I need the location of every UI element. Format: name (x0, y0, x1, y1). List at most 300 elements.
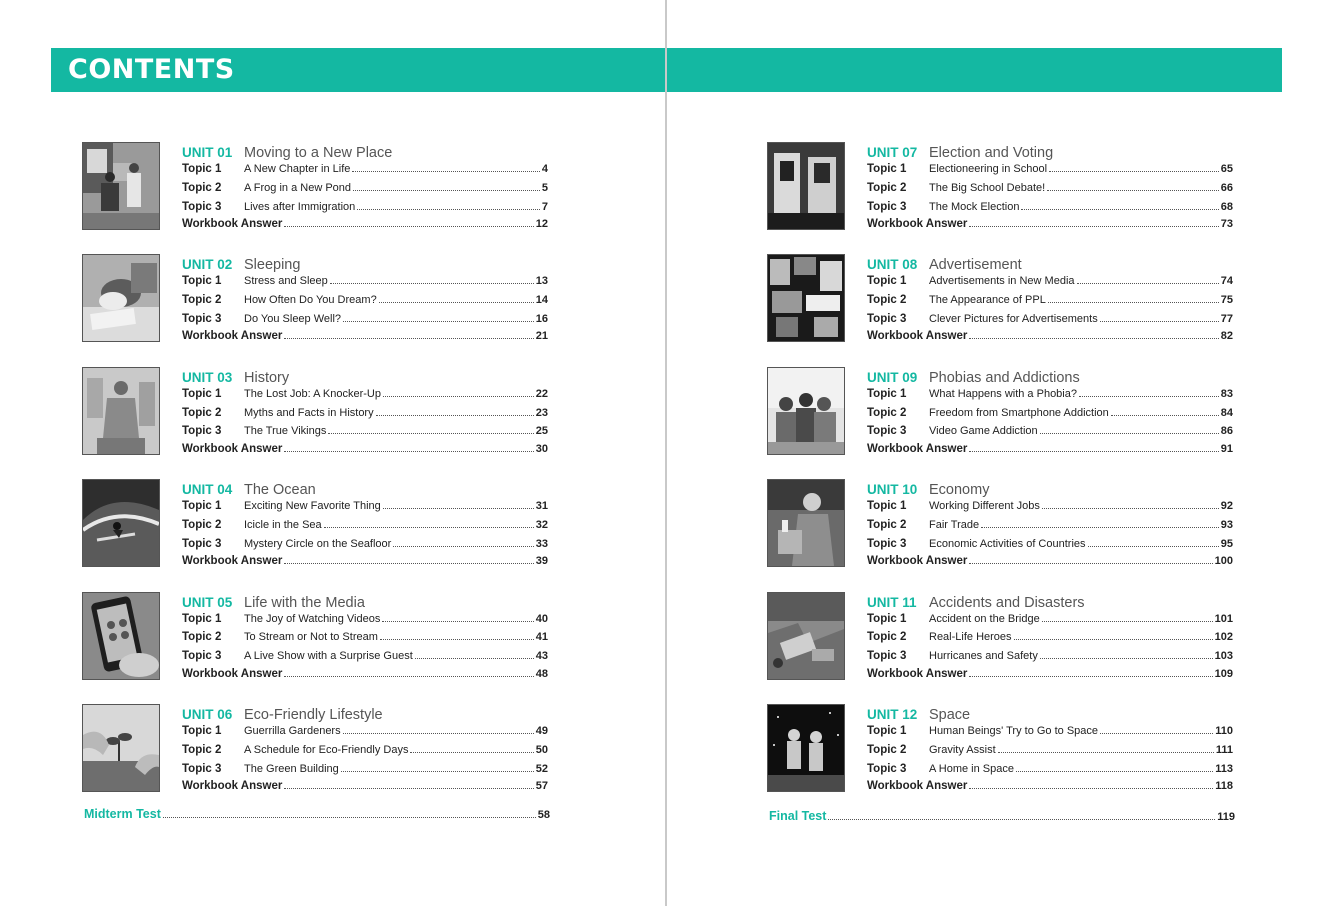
topic-label: Topic 3 (182, 762, 222, 775)
unit-thumbnail (82, 367, 160, 455)
topic-row[interactable] (867, 648, 1233, 664)
leader-dots (1014, 639, 1213, 640)
workbook-answer-row[interactable] (867, 666, 1233, 682)
leader-dots (353, 190, 540, 191)
topic-label: Topic 3 (867, 650, 907, 663)
leader-dots (330, 283, 534, 284)
page-number: 13 (535, 275, 548, 288)
leader-dots (357, 209, 540, 210)
photo-planting-seedling (83, 705, 159, 791)
page-number: 49 (535, 725, 548, 737)
leader-dots (1048, 302, 1219, 303)
topic-row[interactable] (182, 742, 548, 758)
leader-dots (1077, 283, 1219, 284)
unit-block-03 (82, 367, 552, 459)
topic-title: What Happens with a Phobia? (929, 387, 1077, 400)
topic-title: Guerrilla Gardeners (244, 725, 341, 737)
page-number: 93 (1220, 518, 1233, 531)
topic-label: Topic 3 (867, 762, 907, 775)
unit-title: Moving to a New Place (244, 145, 393, 161)
workbook-label: Workbook Answer (867, 555, 968, 568)
topic-label: Topic 3 (867, 425, 907, 438)
workbook-answer-row[interactable] (182, 553, 548, 569)
leader-dots (380, 639, 534, 640)
unit-number: UNIT 01 (182, 145, 233, 160)
page-number: 84 (1220, 406, 1233, 419)
leader-dots (1100, 321, 1219, 322)
workbook-label: Workbook Answer (867, 330, 968, 343)
topic-label: Topic 1 (182, 275, 222, 288)
unit-block-07 (767, 142, 1237, 234)
topic-title: The True Vikings (244, 425, 327, 438)
page-number: 12 (535, 218, 548, 230)
photo-billboards (768, 255, 844, 341)
page-number: 86 (1220, 425, 1233, 438)
topic-title: Video Game Addiction (929, 425, 1038, 438)
topic-title: The Appearance of PPL (929, 294, 1046, 307)
topic-label: Topic 2 (182, 631, 222, 644)
page-number: 77 (1220, 312, 1233, 325)
topic-title: Accident on the Bridge (929, 612, 1040, 625)
page-number: 30 (535, 442, 548, 455)
page-number: 33 (535, 537, 548, 550)
workbook-answer-row[interactable] (182, 778, 548, 794)
unit-number: UNIT 04 (182, 482, 233, 498)
topic-row[interactable] (867, 311, 1233, 327)
topic-row[interactable] (867, 405, 1233, 421)
photo-sleeping-student (83, 255, 159, 341)
topic-title: A Live Show with a Surprise Guest (244, 650, 413, 663)
leader-dots (969, 451, 1218, 452)
unit-thumbnail (767, 479, 845, 567)
topic-label: Topic 1 (182, 387, 222, 400)
topic-label: Topic 2 (867, 743, 907, 756)
topic-title: Real-Life Heroes (929, 631, 1012, 644)
leader-dots (284, 338, 533, 339)
page-number: 100 (1214, 555, 1233, 568)
topic-row[interactable] (867, 161, 1233, 177)
topic-label: Topic 3 (867, 200, 907, 213)
page-number: 66 (1220, 181, 1233, 194)
page-number: 111 (1215, 743, 1233, 756)
topic-title: A Home in Space (929, 762, 1014, 775)
leader-dots (343, 321, 534, 322)
topic-title: Freedom from Smartphone Addiction (929, 406, 1109, 419)
topic-title: The Big School Debate! (929, 181, 1046, 194)
page-number: 82 (1220, 330, 1233, 343)
unit-heading[interactable] (867, 480, 989, 498)
unit-heading[interactable] (182, 368, 289, 386)
leader-dots (969, 563, 1212, 564)
unit-thumbnail (82, 479, 160, 567)
workbook-label: Workbook Answer (867, 218, 968, 230)
unit-heading[interactable] (867, 255, 1022, 273)
leader-dots (969, 226, 1218, 227)
topic-label: Topic 2 (182, 181, 222, 194)
workbook-answer-row[interactable] (182, 328, 548, 344)
leader-dots (1040, 433, 1219, 434)
page-number: 83 (1220, 387, 1233, 400)
unit-title: History (244, 369, 290, 386)
unit-number: UNIT 07 (867, 145, 918, 160)
workbook-label: Workbook Answer (182, 555, 283, 568)
photo-smartphone (83, 593, 159, 679)
photo-moving-boxes (83, 143, 159, 229)
photo-astronauts (768, 705, 844, 791)
workbook-answer-row[interactable] (867, 553, 1233, 569)
unit-title: Sleeping (244, 257, 301, 274)
topic-title: Fair Trade (929, 518, 980, 531)
topic-label: Topic 1 (867, 725, 907, 737)
topic-title: Myths and Facts in History (244, 406, 374, 419)
leader-dots (1049, 171, 1219, 172)
topic-row[interactable] (182, 423, 548, 439)
page-number: 41 (535, 631, 548, 644)
unit-thumbnail (767, 142, 845, 230)
unit-block-11 (767, 592, 1237, 684)
unit-thumbnail (82, 704, 160, 792)
topic-label: Topic 2 (867, 406, 907, 419)
topic-title: Economic Activities of Countries (929, 537, 1086, 550)
topic-label: Topic 3 (182, 312, 222, 325)
workbook-label: Workbook Answer (182, 330, 283, 343)
page-number: 39 (535, 555, 548, 568)
topic-row[interactable] (182, 161, 548, 177)
workbook-label: Workbook Answer (182, 667, 283, 680)
page-number: 22 (535, 387, 548, 400)
unit-thumbnail (767, 367, 845, 455)
unit-block-09 (767, 367, 1237, 459)
leader-dots (1042, 508, 1219, 509)
photo-teens-phones (768, 368, 844, 454)
final-test-label: Final Test (769, 809, 827, 823)
workbook-label: Workbook Answer (182, 218, 283, 230)
leader-dots (981, 527, 1219, 528)
topic-row[interactable] (182, 292, 548, 308)
unit-number: UNIT 11 (867, 594, 917, 610)
topic-row[interactable] (182, 517, 548, 533)
topic-title: Gravity Assist (929, 743, 996, 756)
unit-number: UNIT 08 (867, 257, 918, 273)
page-number: 68 (1220, 200, 1233, 213)
topic-row[interactable] (867, 742, 1233, 758)
unit-number: UNIT 03 (182, 369, 233, 385)
topic-label: Topic 3 (182, 425, 222, 438)
leader-dots (998, 752, 1214, 753)
leader-dots (341, 771, 534, 772)
leader-dots (284, 451, 533, 452)
leader-dots (1042, 621, 1213, 622)
topic-label: Topic 2 (182, 294, 222, 307)
page-number: 48 (535, 667, 548, 680)
unit-number: UNIT 09 (867, 369, 918, 385)
topic-row[interactable] (867, 292, 1233, 308)
unit-title: Phobias and Addictions (929, 369, 1080, 386)
unit-thumbnail (767, 704, 845, 792)
topic-label: Topic 1 (867, 275, 907, 288)
topic-title: Electioneering in School (929, 163, 1048, 175)
unit-block-10 (767, 479, 1237, 571)
topic-title: Clever Pictures for Advertisements (929, 312, 1098, 325)
leader-dots (328, 433, 533, 434)
page-number: 32 (535, 518, 548, 531)
topic-label: Topic 2 (867, 181, 907, 194)
page-number: 52 (535, 762, 548, 775)
midterm-test-page: 58 (537, 809, 550, 821)
topic-row[interactable] (182, 180, 548, 196)
topic-row[interactable] (867, 761, 1233, 777)
topic-row[interactable] (867, 423, 1233, 439)
page-number: 25 (535, 425, 548, 438)
topic-row[interactable] (867, 517, 1233, 533)
unit-block-01 (82, 142, 552, 234)
final-test-page: 119 (1217, 811, 1235, 823)
unit-thumbnail (82, 592, 160, 680)
page-number: 118 (1215, 780, 1233, 792)
leader-dots (352, 171, 539, 172)
page-number: 102 (1214, 631, 1233, 644)
workbook-label: Workbook Answer (867, 442, 968, 455)
topic-row[interactable] (867, 199, 1233, 215)
workbook-answer-row[interactable] (182, 666, 548, 682)
unit-title: Life with the Media (244, 594, 365, 611)
leader-dots (284, 676, 533, 677)
leader-dots (1047, 190, 1219, 191)
leader-dots (343, 733, 534, 734)
illustration-statue (83, 368, 159, 454)
leader-dots (163, 817, 536, 818)
leader-dots (383, 396, 534, 397)
unit-thumbnail (82, 142, 160, 230)
page-number: 31 (535, 500, 548, 513)
workbook-answer-row[interactable] (182, 216, 548, 232)
topic-label: Topic 3 (182, 650, 222, 663)
page-number: 101 (1214, 612, 1233, 625)
topic-label: Topic 2 (867, 631, 907, 644)
unit-heading[interactable] (867, 368, 1080, 386)
topic-label: Topic 2 (867, 518, 907, 531)
leader-dots (1040, 658, 1213, 659)
page-number: 57 (535, 780, 548, 792)
page-number: 73 (1220, 218, 1233, 230)
topic-title: Stress and Sleep (244, 275, 328, 288)
page-number: 92 (1220, 500, 1233, 513)
topic-row[interactable] (182, 648, 548, 664)
topic-row[interactable] (182, 311, 548, 327)
topic-row[interactable] (182, 536, 548, 552)
topic-label: Topic 3 (182, 200, 222, 213)
topic-label: Topic 3 (182, 537, 222, 550)
leader-dots (969, 338, 1218, 339)
topic-title: Icicle in the Sea (244, 518, 322, 531)
leader-dots (1100, 733, 1213, 734)
page-number: 91 (1220, 442, 1233, 455)
workbook-answer-row[interactable] (182, 441, 548, 457)
page-number: 109 (1214, 667, 1233, 680)
workbook-answer-row[interactable] (867, 216, 1233, 232)
topic-title: Lives after Immigration (244, 200, 356, 213)
topic-row[interactable] (182, 498, 548, 514)
unit-heading[interactable] (182, 255, 300, 273)
topic-row[interactable] (867, 723, 1233, 739)
leader-dots (383, 508, 534, 509)
page-number: 50 (535, 743, 548, 756)
workbook-label: Workbook Answer (182, 780, 283, 792)
unit-block-12 (767, 704, 1237, 796)
topic-row[interactable] (867, 629, 1233, 645)
unit-heading[interactable] (867, 143, 1053, 161)
leader-dots (284, 563, 533, 564)
page-number: 113 (1215, 762, 1233, 775)
leader-dots (393, 546, 533, 547)
midterm-test-row[interactable] (84, 806, 550, 822)
topic-label: Topic 1 (867, 387, 907, 400)
leader-dots (284, 788, 533, 789)
page-title: CONTENTS (68, 54, 235, 85)
topic-row[interactable] (182, 723, 548, 739)
topic-label: Topic 2 (182, 518, 222, 531)
final-test-row[interactable] (769, 808, 1235, 824)
page-number: 40 (535, 612, 548, 625)
workbook-answer-row[interactable] (867, 778, 1233, 794)
page-number: 103 (1214, 650, 1233, 663)
unit-title: Accidents and Disasters (929, 594, 1085, 611)
topic-row[interactable] (867, 180, 1233, 196)
topic-label: Topic 1 (182, 725, 222, 737)
leader-dots (410, 752, 533, 753)
unit-block-06 (82, 704, 552, 796)
topic-row[interactable] (182, 405, 548, 421)
page-number: 23 (535, 406, 548, 419)
unit-block-04 (82, 479, 552, 571)
topic-title: A New Chapter in Life (244, 163, 351, 175)
unit-title: Economy (929, 482, 990, 499)
topic-row[interactable] (182, 273, 548, 289)
topic-title: Hurricanes and Safety (929, 650, 1038, 663)
topic-title: The Green Building (244, 762, 339, 775)
topic-label: Topic 3 (867, 312, 907, 325)
topic-title: The Mock Election (929, 200, 1020, 213)
topic-row[interactable] (182, 199, 548, 215)
topic-row[interactable] (867, 386, 1233, 402)
unit-heading[interactable] (182, 480, 316, 498)
photo-disaster-debris (768, 593, 844, 679)
workbook-answer-row[interactable] (867, 441, 1233, 457)
topic-row[interactable] (867, 273, 1233, 289)
topic-title: Mystery Circle on the Seafloor (244, 537, 392, 550)
leader-dots (1021, 209, 1218, 210)
leader-dots (828, 819, 1215, 820)
unit-thumbnail (767, 254, 845, 342)
unit-title: Advertisement (929, 257, 1022, 274)
topic-label: Topic 1 (867, 163, 907, 175)
leader-dots (1016, 771, 1213, 772)
topic-label: Topic 2 (182, 406, 222, 419)
leader-dots (969, 788, 1213, 789)
topic-label: Topic 2 (867, 294, 907, 307)
unit-title: The Ocean (244, 482, 316, 499)
topic-title: The Joy of Watching Videos (244, 612, 381, 625)
unit-heading[interactable] (182, 593, 365, 611)
topic-row[interactable] (182, 761, 548, 777)
unit-thumbnail (767, 592, 845, 680)
photo-surfer-wave (83, 480, 159, 566)
unit-heading[interactable] (182, 143, 392, 161)
leader-dots (969, 676, 1212, 677)
unit-title: Eco-Friendly Lifestyle (244, 707, 383, 723)
leader-dots (1111, 415, 1219, 416)
page-number: 7 (541, 200, 548, 213)
leader-dots (379, 302, 534, 303)
unit-heading[interactable] (867, 705, 970, 723)
leader-dots (1079, 396, 1219, 397)
unit-number: UNIT 06 (182, 707, 233, 722)
midterm-test-label: Midterm Test (84, 807, 161, 821)
topic-row[interactable] (867, 498, 1233, 514)
topic-row[interactable] (867, 536, 1233, 552)
topic-title: Do You Sleep Well? (244, 312, 342, 325)
workbook-label: Workbook Answer (182, 442, 283, 455)
photo-worker (768, 480, 844, 566)
unit-block-08 (767, 254, 1237, 346)
unit-heading[interactable] (182, 705, 383, 723)
topic-title: To Stream or Not to Stream (244, 631, 378, 644)
page-number: 5 (541, 181, 548, 194)
topic-label: Topic 1 (182, 163, 222, 175)
page-number: 16 (535, 312, 548, 325)
photo-voting-booth (768, 143, 844, 229)
topic-row[interactable] (182, 386, 548, 402)
topic-title: A Schedule for Eco-Friendly Days (244, 743, 409, 756)
topic-title: Working Different Jobs (929, 500, 1040, 513)
topic-label: Topic 3 (867, 537, 907, 550)
unit-block-02 (82, 254, 552, 346)
leader-dots (376, 415, 534, 416)
unit-thumbnail (82, 254, 160, 342)
topic-label: Topic 1 (182, 500, 222, 513)
leader-dots (382, 621, 533, 622)
leader-dots (324, 527, 534, 528)
workbook-label: Workbook Answer (867, 667, 968, 680)
unit-number: UNIT 12 (867, 707, 918, 722)
topic-label: Topic 1 (867, 500, 907, 513)
unit-heading[interactable] (867, 593, 1085, 611)
topic-row[interactable] (182, 611, 548, 627)
page-number: 4 (541, 163, 548, 175)
header-band-right (667, 48, 1282, 92)
topic-title: Exciting New Favorite Thing (244, 500, 381, 513)
page-number: 110 (1215, 725, 1233, 737)
topic-row[interactable] (867, 611, 1233, 627)
topic-row[interactable] (182, 629, 548, 645)
unit-number: UNIT 10 (867, 482, 918, 498)
topic-title: Human Beings' Try to Go to Space (929, 725, 1099, 737)
page-number: 65 (1220, 163, 1233, 175)
page-number: 21 (535, 330, 548, 343)
unit-number: UNIT 05 (182, 594, 233, 610)
topic-label: Topic 2 (182, 743, 222, 756)
workbook-answer-row[interactable] (867, 328, 1233, 344)
page-number: 95 (1220, 537, 1233, 550)
unit-title: Election and Voting (929, 145, 1054, 161)
leader-dots (284, 226, 533, 227)
topic-label: Topic 1 (182, 612, 222, 625)
page-number: 14 (535, 294, 548, 307)
leader-dots (415, 658, 534, 659)
topic-title: The Lost Job: A Knocker-Up (244, 387, 381, 400)
page-number: 75 (1220, 294, 1233, 307)
topic-title: How Often Do You Dream? (244, 294, 377, 307)
